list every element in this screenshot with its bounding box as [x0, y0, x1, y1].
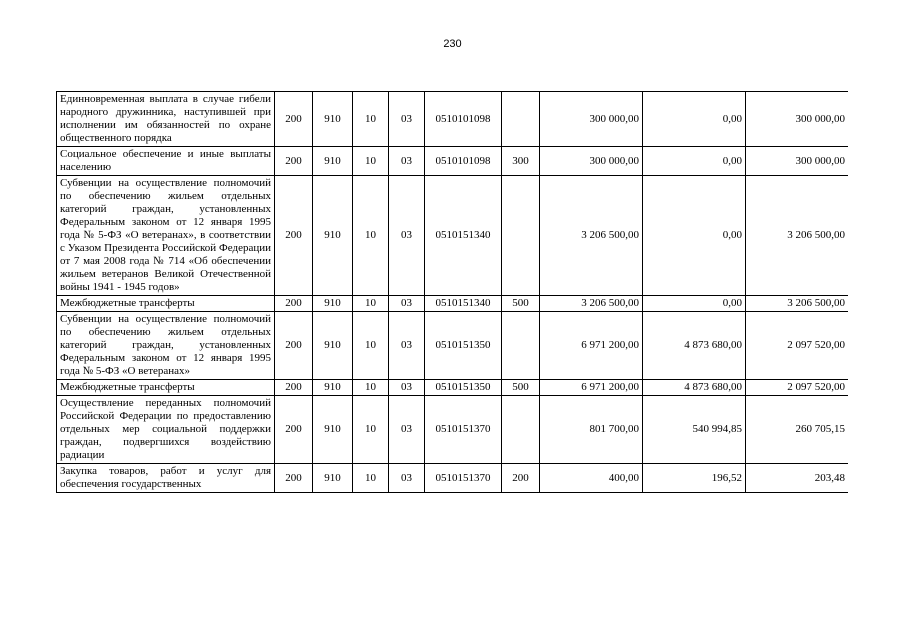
table-row [57, 176, 849, 296]
cell-c4: 03 [389, 380, 425, 396]
cell-v2: 540 994,85 [643, 396, 746, 464]
cell-v2: 4 873 680,00 [643, 312, 746, 380]
cell-v1: 400,00 [540, 464, 643, 493]
cell-code: 0510151350 [425, 312, 502, 380]
cell-type [502, 176, 540, 296]
row-name: Межбюджетные трансферты [57, 380, 275, 396]
cell-c4: 03 [389, 312, 425, 380]
cell-c2: 910 [313, 312, 353, 380]
cell-type: 500 [502, 296, 540, 312]
cell-v1: 6 971 200,00 [540, 380, 643, 396]
cell-type [502, 312, 540, 380]
cell-v3: 2 097 520,00 [746, 380, 849, 396]
cell-c2: 910 [313, 92, 353, 147]
row-name: Субвенции на осуществление полномочий по обеспечению жильем отдельных категорий граждан, установленных Федеральным законом от 12 января 1995 года № 5-ФЗ «О ветеранах» [57, 312, 275, 380]
cell-type: 200 [502, 464, 540, 493]
cell-type [502, 92, 540, 147]
cell-c2: 910 [313, 147, 353, 176]
cell-c4: 03 [389, 396, 425, 464]
table-row [57, 296, 849, 312]
cell-v1: 300 000,00 [540, 92, 643, 147]
table-row [57, 92, 849, 147]
cell-code: 0510151340 [425, 176, 502, 296]
cell-v1: 6 971 200,00 [540, 312, 643, 380]
cell-v1: 3 206 500,00 [540, 176, 643, 296]
budget-table [56, 91, 848, 493]
cell-c1: 200 [275, 147, 313, 176]
cell-c3: 10 [353, 464, 389, 493]
table-body [57, 92, 849, 493]
cell-c3: 10 [353, 147, 389, 176]
cell-v1: 801 700,00 [540, 396, 643, 464]
cell-c3: 10 [353, 312, 389, 380]
cell-code: 0510151340 [425, 296, 502, 312]
cell-c3: 10 [353, 380, 389, 396]
row-name: Социальное обеспечение и иные выплаты населению [57, 147, 275, 176]
table-row [57, 396, 849, 464]
cell-v2: 4 873 680,00 [643, 380, 746, 396]
cell-c4: 03 [389, 464, 425, 493]
cell-v2: 0,00 [643, 92, 746, 147]
cell-c2: 910 [313, 296, 353, 312]
cell-c2: 910 [313, 380, 353, 396]
cell-code: 0510151370 [425, 396, 502, 464]
cell-c3: 10 [353, 396, 389, 464]
cell-c2: 910 [313, 396, 353, 464]
cell-c1: 200 [275, 312, 313, 380]
row-name: Единновременная выплата в случае гибели народного дружинника, наступившей при исполнении им обязанностей по охране общественного порядка [57, 92, 275, 147]
cell-code: 0510101098 [425, 92, 502, 147]
cell-v3: 3 206 500,00 [746, 176, 849, 296]
cell-c1: 200 [275, 380, 313, 396]
cell-c4: 03 [389, 296, 425, 312]
cell-c4: 03 [389, 92, 425, 147]
row-name: Закупка товаров, работ и услуг для обеспечения государственных [57, 464, 275, 493]
cell-c4: 03 [389, 147, 425, 176]
cell-type: 500 [502, 380, 540, 396]
row-name: Субвенции на осуществление полномочий по обеспечению жильем отдельных категорий граждан, установленных Федеральным законом от 12 января 1995 года № 5-ФЗ «О ветеранах», в соответствии с Указом Президента Российской Федерации от 7 мая 2008 года № 714 «Об обеспечении жильем ветеранов Великой Отечественной войны 1941 - 1945 годов» [57, 176, 275, 296]
cell-c1: 200 [275, 296, 313, 312]
table-row [57, 312, 849, 380]
cell-c1: 200 [275, 464, 313, 493]
table-row [57, 464, 849, 493]
row-name: Межбюджетные трансферты [57, 296, 275, 312]
cell-code: 0510151350 [425, 380, 502, 396]
budget-table-container [56, 91, 848, 596]
cell-c2: 910 [313, 176, 353, 296]
cell-v2: 0,00 [643, 296, 746, 312]
cell-v3: 300 000,00 [746, 92, 849, 147]
cell-v2: 0,00 [643, 147, 746, 176]
table-row [57, 147, 849, 176]
cell-v2: 196,52 [643, 464, 746, 493]
cell-c3: 10 [353, 296, 389, 312]
cell-v1: 3 206 500,00 [540, 296, 643, 312]
cell-code: 0510151370 [425, 464, 502, 493]
cell-v1: 300 000,00 [540, 147, 643, 176]
cell-c3: 10 [353, 176, 389, 296]
cell-c4: 03 [389, 176, 425, 296]
cell-c1: 200 [275, 396, 313, 464]
cell-type [502, 396, 540, 464]
cell-v3: 3 206 500,00 [746, 296, 849, 312]
table-row [57, 380, 849, 396]
cell-v3: 300 000,00 [746, 147, 849, 176]
cell-c2: 910 [313, 464, 353, 493]
cell-code: 0510101098 [425, 147, 502, 176]
cell-c3: 10 [353, 92, 389, 147]
cell-v3: 2 097 520,00 [746, 312, 849, 380]
cell-v2: 0,00 [643, 176, 746, 296]
cell-type: 300 [502, 147, 540, 176]
cell-c1: 200 [275, 176, 313, 296]
cell-v3: 260 705,15 [746, 396, 849, 464]
row-name: Осуществление переданных полномочий Российской Федерации по предоставлению отдельных мер социальной поддержки граждан, подвергшихся воздействию радиации [57, 396, 275, 464]
cell-v3: 203,48 [746, 464, 849, 493]
cell-c1: 200 [275, 92, 313, 147]
page-number: 230 [443, 38, 462, 50]
